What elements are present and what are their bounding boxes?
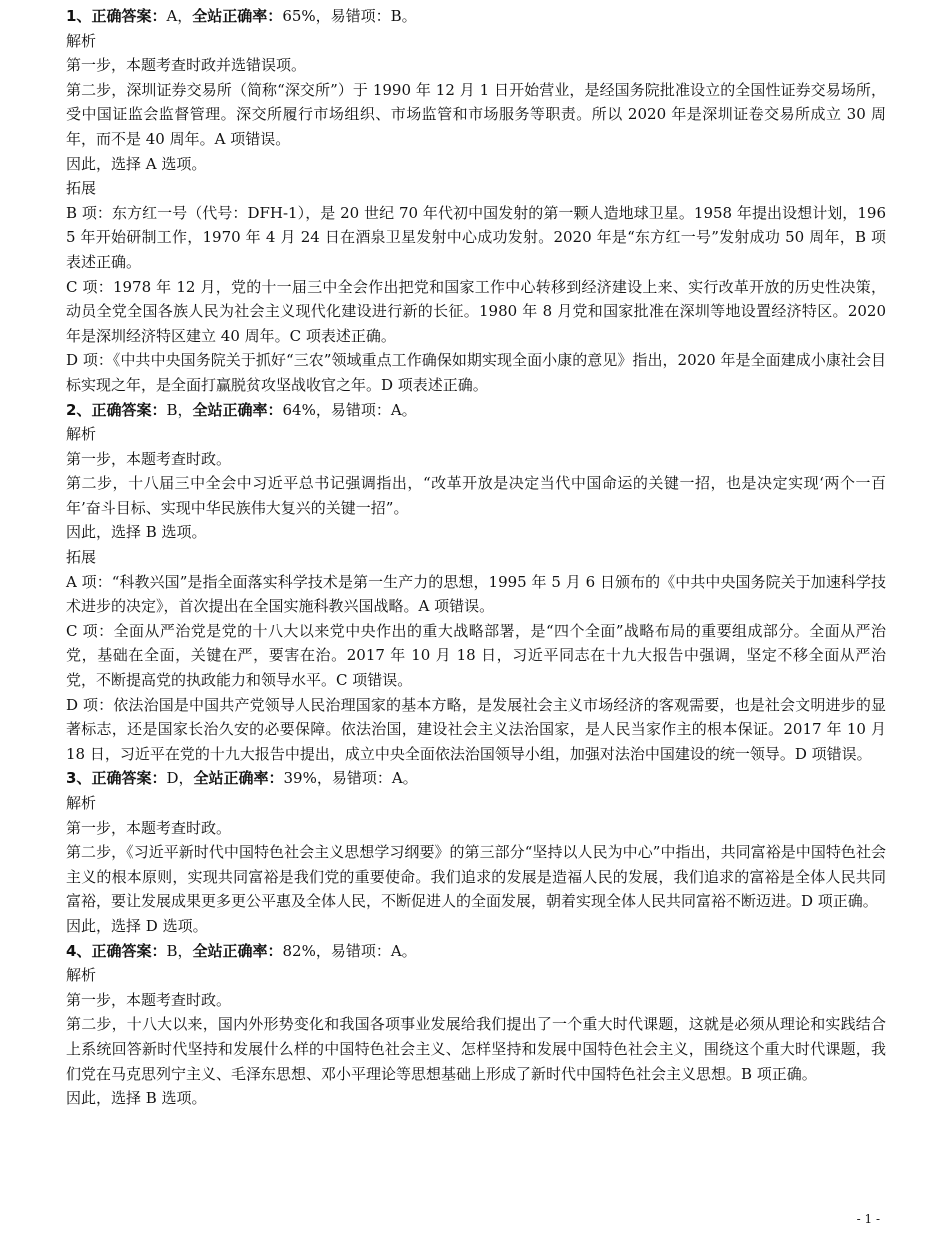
question-3 <box>66 766 886 938</box>
analysis-step-2: 第二步，十八届三中全会中习近平总书记强调指出，“改革开放是决定当代中国命运的关键一招，也是决定实现‘两个一百年’奋斗目标、实现中华民族伟大复兴的关键一招”。 <box>66 474 886 517</box>
analysis-step-2: 第二步，《习近平新时代中国特色社会主义思想学习纲要》的第三部分“坚持以人民为中心”中指出，共同富裕是中国特色社会主义的根本原则，实现共同富裕是我们党的重要使命。我们追求的发展是造福人民的发展，我们追求的富裕是全体人民共同富裕，要让发展成果更多更公平惠及全体人民，不断促进人的全面发展，朝着实现全体人民共同富裕不断迈进。D 项正确。 <box>66 843 886 911</box>
question-number: 3、 <box>66 769 92 788</box>
extension-item-c: C 项：全面从严治党是党的十八大以来党中央作出的重大战略部署，是“四个全面”战略布局的重要组成部分。全面从严治党，基础在全面，关键在严，要害在治。2017 年 10 月 18 日，习近平同志在十九大报告中强调，坚定不移全面从严治党，不断提高党的执政能力和领导水平。C 项错误。 <box>66 621 886 690</box>
analysis-conclusion: 因此，选择 B 选项。 <box>66 1089 207 1108</box>
rate-label: 全站正确率： <box>192 7 283 25</box>
analysis-step-1: 第一步，本题考查时政。 <box>66 449 232 468</box>
extension-item-b: B 项：东方红一号（代号：DFH-1），是 20 世纪 70 年代初中国发射的第一颗人造地球卫星。1958 年提出设想计划，1965 年开始研制工作，1970 年 4 月 24 日在酒泉卫星发射中心成功发射。2020 年是“东方红一号”发射成功 50 周年，B 项表述正确。 <box>66 203 886 271</box>
extension-item-c: C 项：1978 年 12 月，党的十一届三中全会作出把党和国家工作中心转移到经济建设上来、实行改革开放的历史性决策，动员全党全国各族人民为社会主义现代化建设进行新的长征。1980 年 8 月党和国家批准在深圳等地设置经济特区。2020 年是深圳经济特区建立 40 周年。C 项表述正确。 <box>66 277 886 345</box>
rate-value: 39%，易错项：A。 <box>283 769 418 788</box>
answer-label: 正确答案： <box>91 7 167 25</box>
question-2 <box>66 398 886 767</box>
analysis-conclusion: 因此，选择 A 选项。 <box>66 154 207 173</box>
analysis-conclusion: 因此，选择 D 选项。 <box>66 916 208 935</box>
question-number: 4、 <box>66 941 92 960</box>
analysis-step-1: 第一步，本题考查时政并选错误项。 <box>66 56 307 75</box>
answer-label: 正确答案： <box>91 941 167 960</box>
question-number: 1、 <box>66 7 92 25</box>
analysis-label: 解析 <box>66 794 97 812</box>
rate-value: 65%，易错项：B。 <box>282 7 417 25</box>
analysis-label: 解析 <box>66 31 97 50</box>
question-header <box>66 4 886 29</box>
extension-item-a: A 项：“科教兴国”是指全面落实科学技术是第一生产力的思想，1995 年 5 月 6 日颁布的《中共中央国务院关于加速科学技术进步的决定》，首次提出在全国实施科教兴国战略。A 项错误。 <box>66 572 886 616</box>
question-header <box>66 398 886 423</box>
question-header <box>66 939 886 964</box>
analysis-label: 解析 <box>66 425 97 444</box>
page-number: - 1 - <box>856 1212 880 1226</box>
extension-label: 拓展 <box>66 179 97 198</box>
analysis-step-2: 第二步，十八大以来，国内外形势变化和我国各项事业发展给我们提出了一个重大时代课题，这就是必须从理论和实践结合上系统回答新时代坚持和发展什么样的中国特色社会主义、怎样坚持和发展中国特色社会主义，围绕这个重大时代课题，我们党在马克思列宁主义、毛泽东思想、邓小平理论等思想基础上形成了新时代中国特色社会主义思想。B 项正确。 <box>66 1015 886 1083</box>
rate-value: 82%，易错项：A。 <box>282 941 417 960</box>
analysis-label: 解析 <box>66 966 97 985</box>
answer-value: A， <box>166 7 193 25</box>
answer-value: B， <box>166 400 193 419</box>
extension-item-d: D 项：依法治国是中国共产党领导人民治理国家的基本方略，是发展社会主义市场经济的客观需要，也是社会文明进步的显著标志，还是国家长治久安的必要保障。依法治国，建设社会主义法治国家，是人民当家作主的根本保证。2017 年 10 月 18 日，习近平在党的十九大报告中提出，成立中央全面依法治国领导小组，加强对法治中国建设的统一领导。D 项错误。 <box>66 695 886 763</box>
question-1 <box>66 4 886 398</box>
answer-value: B， <box>166 941 193 960</box>
extension-label: 拓展 <box>66 548 97 567</box>
rate-label: 全站正确率： <box>192 400 283 419</box>
analysis-step-1: 第一步，本题考查时政。 <box>66 990 232 1009</box>
rate-label: 全站正确率： <box>193 769 284 788</box>
answer-label: 正确答案： <box>91 400 167 419</box>
question-4 <box>66 939 886 1111</box>
answer-value: D， <box>166 769 194 788</box>
extension-item-d: D 项：《中共中央国务院关于抓好“三农”领域重点工作确保如期实现全面小康的意见》指出，2020 年是全面建成小康社会目标实现之年，是全面打赢脱贫攻坚战收官之年。D 项表述正确。 <box>66 351 886 394</box>
analysis-step-2: 第二步，深圳证券交易所（简称“深交所”）于 1990 年 12 月 1 日开始营业，是经国务院批准设立的全国性证券交易场所，受中国证监会监督管理。深交所履行市场组织、市场监管和市场服务等职责。所以 2020 年是深圳证卷交易所成立 30 周年，而不是 40 周年。A 项错误。 <box>66 80 886 148</box>
question-number: 2、 <box>66 400 92 419</box>
answer-label: 正确答案： <box>91 769 167 788</box>
rate-value: 64%，易错项：A。 <box>282 400 417 419</box>
analysis-step-1: 第一步，本题考查时政。 <box>66 818 232 837</box>
document-page <box>66 4 886 1111</box>
question-header <box>66 766 886 791</box>
analysis-conclusion: 因此，选择 B 选项。 <box>66 523 207 542</box>
rate-label: 全站正确率： <box>192 941 283 960</box>
